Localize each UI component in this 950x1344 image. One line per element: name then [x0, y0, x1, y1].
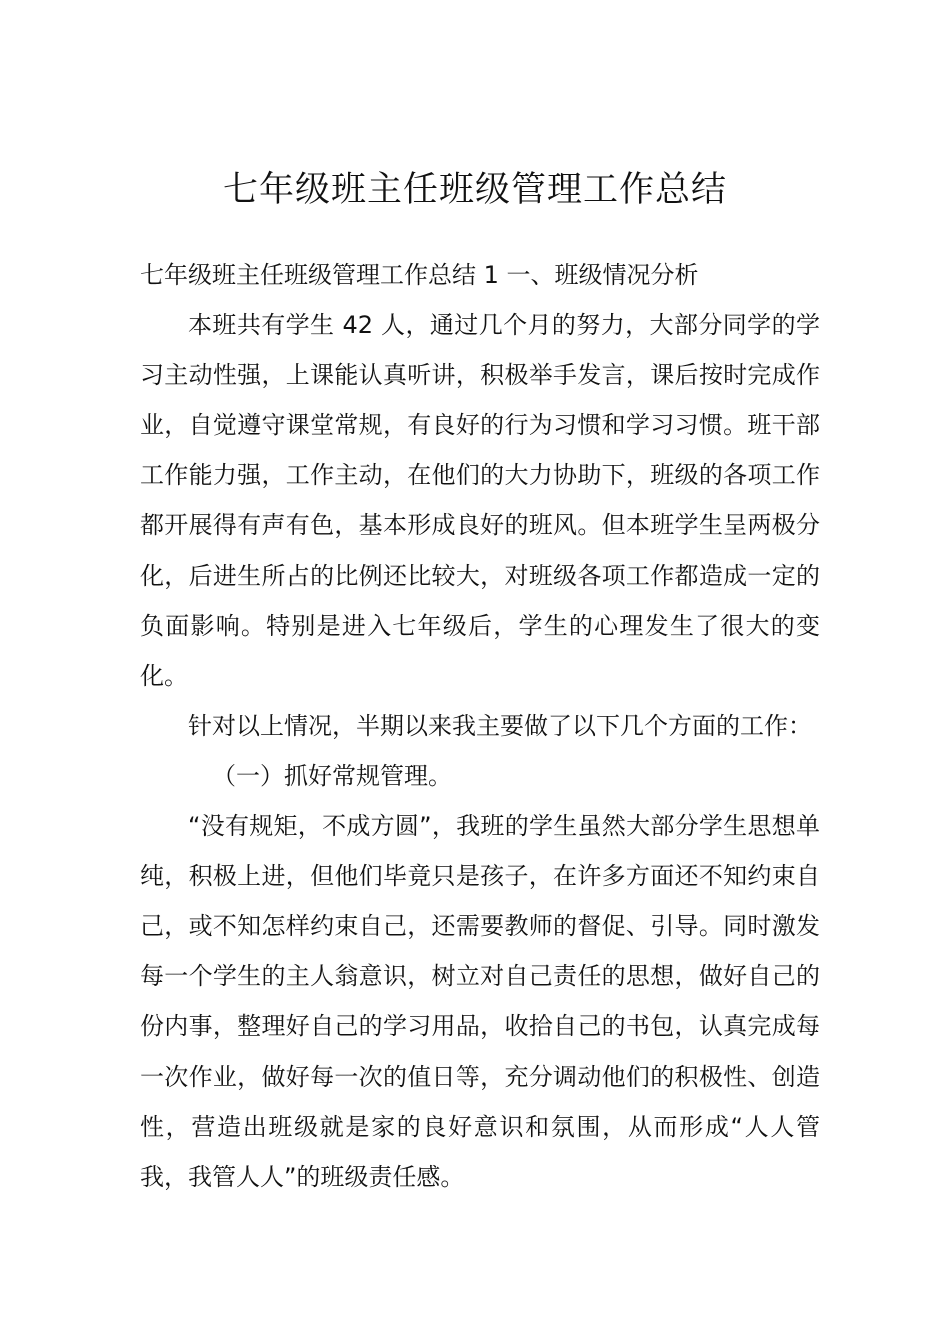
- paragraph-class-analysis: 本班共有学生 42 人，通过几个月的努力，大部分同学的学习主动性强，上课能认真听讲，积极举手发言，课后按时完成作业，自觉遵守课堂常规，有良好的行为习惯和学习习惯。班干部工作能力强，工作主动，在他们的大力协助下，班级的各项工作都开展得有声有色，基本形成良好的班风。但本班学生呈两极分化，后进生所占的比例还比较大，对班级各项工作都造成一定的负面影响。特别是进入七年级后，学生的心理发生了很大的变化。: [140, 311, 820, 690]
- document-body: [140, 250, 820, 1202]
- paragraph-rules: “没有规矩，不成方圆”，我班的学生虽然大部分学生思想单纯，积极上进，但他们毕竟只是孩子，在许多方面还不知约束自己，或不知怎样约束自己，还需要教师的督促、引导。同时激发每一个学生的主人翁意识，树立对自己责任的思想，做好自己的份内事，整理好自己的学习用品，收拾自己的书包，认真完成每一次作业，做好每一次的值日等，充分调动他们的积极性、创造性，营造出班级就是家的良好意识和氛围，从而形成“人人管我，我管人人”的班级责任感。: [140, 812, 820, 1191]
- paragraph-work-intro: 针对以上情况，半期以来我主要做了以下几个方面的工作：: [188, 711, 812, 740]
- subheading-routine-management: （一）抓好常规管理。: [212, 761, 452, 790]
- section-heading: 七年级班主任班级管理工作总结 1 一、班级情况分析: [140, 261, 699, 289]
- document-title: 七年级班主任班级管理工作总结: [222, 170, 727, 210]
